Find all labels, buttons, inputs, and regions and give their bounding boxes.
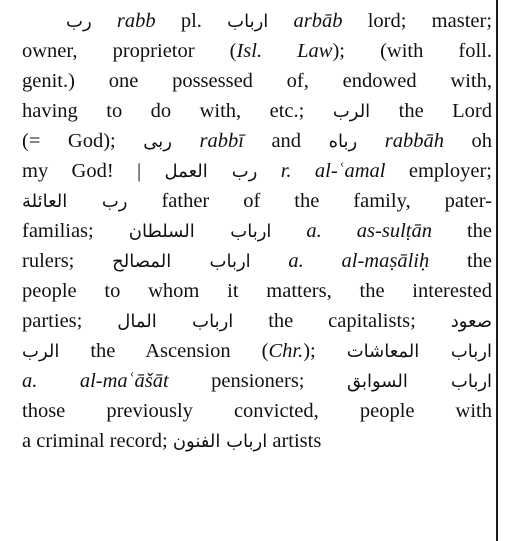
entry-line [22,246,492,276]
definition-text: the Ascension ( [59,340,269,362]
entry-line [22,66,492,96]
definition-text: lord; master; [342,10,492,32]
arabic-term: رب العمل [164,161,258,182]
entry-line [22,306,492,336]
definition-text: the [429,250,492,272]
arabic-term: رب [66,11,92,32]
entry-line [22,366,492,396]
arabic-term: ارباب المال [117,311,234,332]
definition-text: the capitalists; [233,310,451,332]
transliteration: Chr. [268,340,304,362]
transliteration: r. al-ʿamal [257,160,386,182]
definition-text: my God! | [22,160,165,182]
arabic-term: ارباب المصالح [112,251,251,272]
transliteration: arbāb [268,10,343,32]
definition-text: those previously convicted, people with [22,400,492,422]
definition-text: artists [267,430,322,452]
entry-line [22,6,492,36]
definition-text: ); (with foll. [332,40,492,62]
transliteration: Isl. Law [236,40,333,62]
transliteration: rabb [91,10,156,32]
entry-line [22,336,492,366]
definition-text: ); [303,340,347,362]
entry-line [22,156,492,186]
column-rule [496,0,498,541]
transliteration: a. as-sulṭān [271,220,432,242]
entry-line [22,216,492,246]
entry-line [22,186,492,216]
entry-line [22,276,492,306]
definition-text: father of the family, pater- [127,190,492,212]
definition-text: parties; [22,310,118,332]
arabic-term: ارباب السوابق [346,371,492,392]
definition-text: employer; [385,160,492,182]
definition-text: familias; [22,220,129,242]
definition-text: the [431,220,492,242]
transliteration: rabbāh [357,130,444,152]
entry-line [22,396,492,426]
definition-text: and [243,130,329,152]
definition-text: the Lord [370,100,492,122]
definition-text: rulers; [22,250,113,272]
arabic-term: ارباب السلطان [128,221,272,242]
arabic-term: ارباب [227,11,269,32]
definition-text: a criminal record; [22,430,173,452]
arabic-term: ارباب الفنون [172,431,268,452]
definition-text: oh [443,130,492,152]
dictionary-entry [22,6,492,456]
arabic-term: الرب [332,101,371,122]
transliteration: a. al-maʿāšāt [22,370,169,392]
definition-text: pensioners; [168,370,347,392]
definition-text: (= God); [22,130,144,152]
definition-text: genit.) one possessed of, endowed with, [22,70,492,92]
arabic-term: ربى [143,131,172,152]
arabic-term: ارباب المعاشات [346,341,492,362]
entry-line [22,126,492,156]
entry-line [22,36,492,66]
entry-line [22,96,492,126]
transliteration: a. al-maṣāliḥ [250,250,430,272]
arabic-term: الرب [22,341,60,362]
definition-text: people to whom it matters, the interested [22,280,492,302]
definition-text: pl. [155,10,228,32]
arabic-term: رباه [328,131,358,152]
definition-text: having to do with, etc.; [22,100,333,122]
arabic-term: صعود [450,311,492,332]
arabic-term: رب العائلة [22,191,128,212]
definition-text: owner, proprietor ( [22,40,237,62]
entry-line [22,426,492,456]
transliteration: rabbī [171,130,244,152]
